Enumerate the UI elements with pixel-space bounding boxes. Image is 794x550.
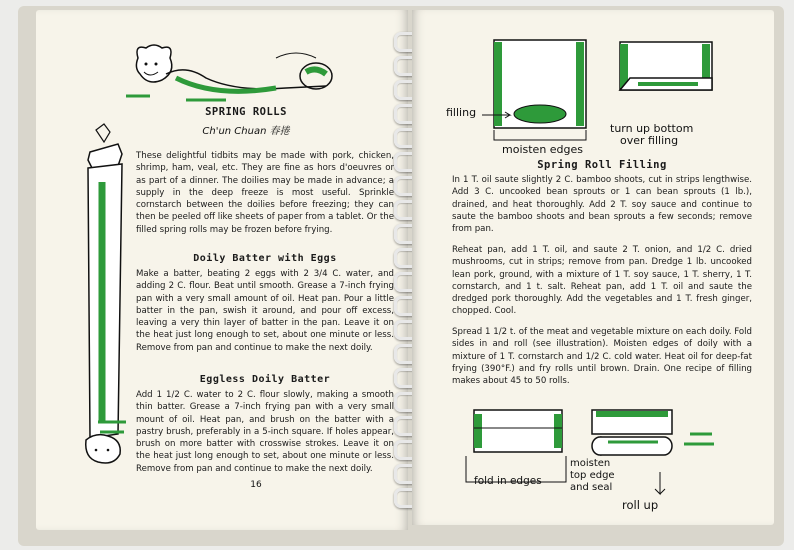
label-over-filling: over filling [620,134,679,147]
label-top-edge: top edge [570,470,615,481]
label-filling: filling [446,106,477,119]
label-and-seal: and seal [570,482,613,493]
label-turn-up-bottom: turn up bottom [610,122,694,135]
intro-paragraph: These delightful tidbits may be made with pork, chicken, shrimp, ham, veal, etc. They are fine as hors d'oeuvres or as part of a dinner. The doilies may be made in advance; a supply in the deep freeze is most useful. Sprinkle cornstarch between the doilies before freezing; they can then be peeled off like sheets of paper from a tablet. Or the filled spring rolls may be frozen before frying. [136,151,394,235]
label-moisten-edges: moisten edges [502,143,584,156]
filling-arrow [482,110,512,120]
fold-in-diagram [472,408,572,458]
recipe-title: SPRING ROLLS [205,106,287,118]
filling-paragraph-3: Spread 1 1/2 t. of the meat and vegetable mixture on each doily. Fold sides in and roll (see illustration). Moisten edges of doily with a mixture of 1 T. cornstarch and 1/2 C. cold water. Heat oil for deep-fat frying (390°F.) and fry rolls until brown. Drain. One recipe of filling makes about 45 to 50 rolls. [452,327,752,387]
section-body-doily-batter: Make a batter, beating 2 eggs with 2 3/4 C. water, and adding 2 C. flour. Beat until smooth. Grease a 7-inch frying pan with a very small amount of oil. Heat pan. Pour a little batter in the pan, swish it around, and pour off excess, leaving a very thin layer of batter in the pan. Leave it on the heat just long enough to set, about one minute or less. Remove from pan and continue to make the next doily. [136,269,394,353]
label-moisten: moisten [570,458,611,469]
section-title-doily-batter: Doily Batter with Eggs [193,253,337,264]
recipe-subtitle: Ch'un Chuan 春捲 [202,126,290,137]
spring-roll-illustration [76,122,136,452]
cat-illustration [126,38,356,108]
label-roll-up: roll up [622,498,659,512]
left-page [36,10,408,530]
right-page [412,10,774,525]
section-title-filling: Spring Roll Filling [537,159,667,171]
filling-paragraph-1: In 1 T. oil saute slightly 2 C. bamboo shoots, cut in strips lengthwise. Add 3 C. uncooked bean sprouts or 1 can bean sprouts (1 lb.), drained, and heat thoroughly. Add 2 T. soy sauce and continue to saute the bamboo shoots and bean sprouts a few seconds; remove from pan. [452,175,752,235]
page-number: 16 [250,480,262,490]
section-body-eggless-batter: Add 1 1/2 C. water to 2 C. flour slowly, making a smooth thin batter. Grease a 7-inch frying pan with a very small mount of oil. Heat pan, and brush on the batter with a pastry brush, preferably in a 5-inch square. If holes appear, brush on more batter with crosswise strokes. Leave it on the heat just long enough to set, about one minute or less. Remove from pan and continue to make the next doily. [136,390,394,474]
filling-paragraph-2: Reheat pan, add 1 T. oil, and saute 2 T. onion, and 1/2 C. dried mushrooms, cut in strips; remove from pan. Dredge 1 lb. uncooked lean pork, ground, with a mixture of 1 T. soy sauce, 1 T. sherry, 1 T. cornstarch, and 1 t. salt. Reheat pan, add 1 T. oil and saute the dredged pork thoroughly. Add the vegetables and 1 T. fresh ginger, chopped. Cool. [452,245,752,317]
roll-up-diagram [588,408,678,468]
label-fold-in-edges: fold in edges [474,475,542,487]
right-green-dashes [682,430,722,450]
turn-up-diagram [618,40,718,120]
roll-up-arrow [640,470,670,500]
filling-diagram [492,38,592,138]
section-title-eggless-batter: Eggless Doily Batter [199,374,331,385]
green-dashes [98,418,138,438]
